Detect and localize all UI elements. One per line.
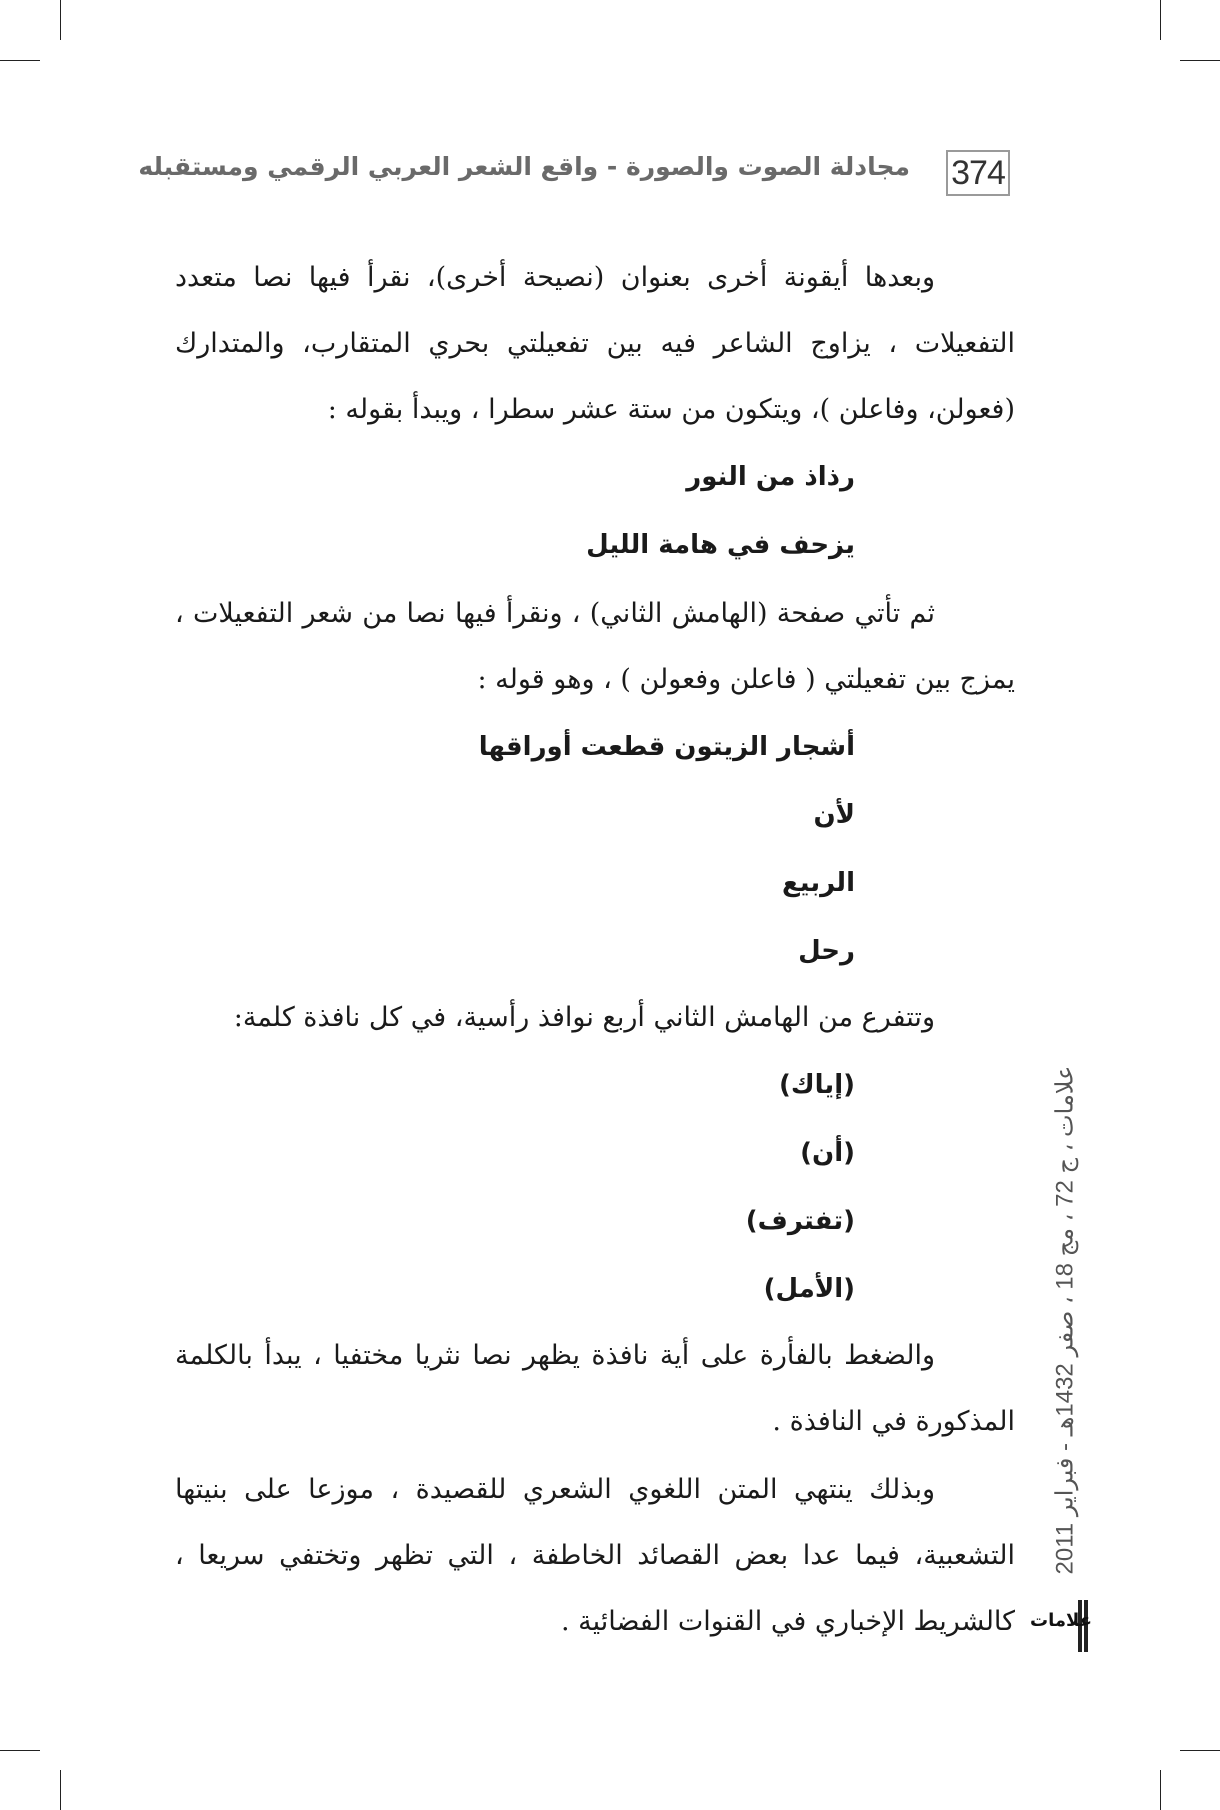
window-word: (الأمل) bbox=[763, 1274, 855, 1304]
journal-citation: علامات ، ج 72 ، مج 18 ، صفر 1432هـ - فبراير 2011 bbox=[1051, 1065, 1079, 1575]
crop-mark bbox=[1160, 0, 1161, 40]
running-title: مجادلة الصوت والصورة - واقع الشعر العربي الرقمي ومستقبله bbox=[138, 152, 910, 181]
paragraph: وبعدها أيقونة أخرى بعنوان (نصيحة أخرى)، نقرأ فيها نصا متعدد التفعيلات ، يزاوج الشاعر فيه بين تفعيلتي بحري المتقارب، والمتدارك (فعولن، وفاعلن )، ويتكون من ستة عشر سطرا ، ويبدأ بقوله : bbox=[175, 262, 1015, 425]
page-body bbox=[175, 245, 1015, 1655]
crop-mark bbox=[1180, 1750, 1220, 1751]
page-number: 374 bbox=[946, 150, 1010, 196]
verse-line: يزحف في هامة الليل bbox=[586, 530, 855, 560]
crop-mark bbox=[60, 1770, 61, 1810]
paragraph: والضغط بالفأرة على أية نافذة يظهر نصا نثريا مختفيا ، يبدأ بالكلمة المذكورة في النافذة . bbox=[175, 1340, 1015, 1437]
verse-line: رذاذ من النور bbox=[686, 462, 855, 492]
crop-mark bbox=[1180, 60, 1220, 61]
verse-line: رحل bbox=[798, 936, 855, 966]
journal-logo bbox=[1030, 1600, 1092, 1652]
crop-mark bbox=[0, 60, 40, 61]
crop-mark bbox=[60, 0, 61, 40]
paragraph: وتتفرع من الهامش الثاني أربع نوافذ رأسية، في كل نافذة كلمة: bbox=[233, 1002, 935, 1033]
window-word: (تفترف) bbox=[745, 1206, 855, 1236]
window-word: (إياك) bbox=[778, 1070, 855, 1100]
crop-mark bbox=[1160, 1770, 1161, 1810]
verse-line: الربيع bbox=[782, 868, 855, 898]
paragraph: وبذلك ينتهي المتن اللغوي الشعري للقصيدة ، موزعا على بنيتها التشعبية، فيما عدا بعض القصائد الخاطفة ، التي تظهر وتختفي سريعا ، كالشريط الإخباري في القنوات الفضائية . bbox=[175, 1474, 1015, 1637]
window-word: (أن) bbox=[800, 1138, 855, 1168]
verse-line: أشجار الزيتون قطعت أوراقها bbox=[478, 732, 855, 762]
page-header bbox=[138, 150, 1010, 200]
paragraph: ثم تأتي صفحة (الهامش الثاني) ، ونقرأ فيها نصا من شعر التفعيلات ، يمزج بين تفعيلتي ( فاعلن وفعولن ) ، وهو قوله : bbox=[175, 598, 1015, 695]
verse-line: لأن bbox=[813, 800, 855, 830]
journal-logo-text: علامات bbox=[1030, 1610, 1092, 1631]
crop-mark bbox=[0, 1750, 40, 1751]
